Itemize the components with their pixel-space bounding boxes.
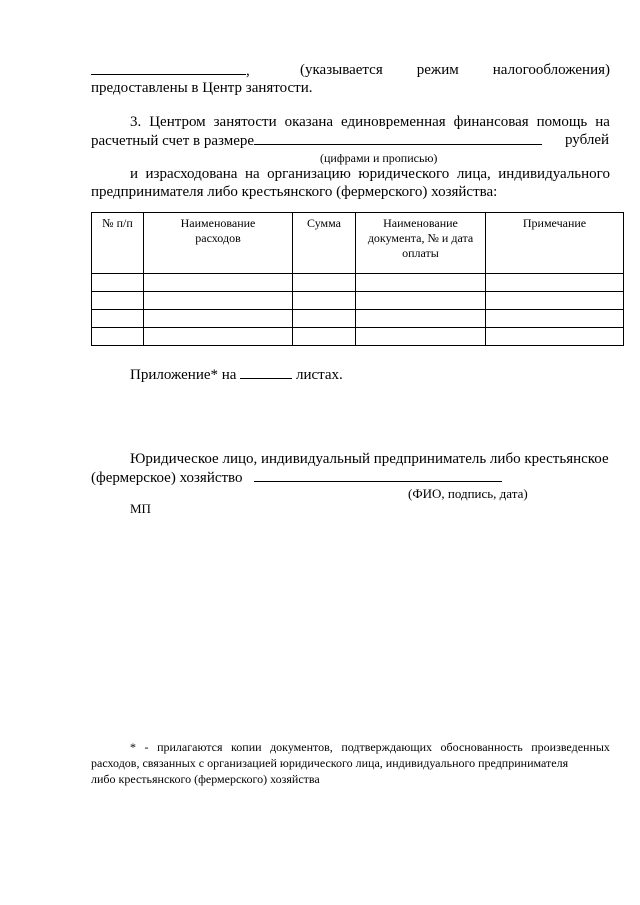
seal-label: МП <box>130 501 151 516</box>
table-row <box>92 274 624 292</box>
sheets-count-blank[interactable] <box>240 366 292 379</box>
amount-label: расчетный счет в размере <box>91 133 255 149</box>
table-header-row <box>92 213 624 274</box>
table-row <box>92 292 624 310</box>
col-document: Наименование документа, № и дата оплаты <box>356 213 486 274</box>
table-row <box>92 328 624 346</box>
paragraph-3-line3: и израсходована на организацию юридического лица, индивидуального <box>130 166 610 182</box>
submitted-text: предоставлены в Центр занятости. <box>91 80 313 96</box>
signatory-line2 <box>91 469 502 487</box>
tax-regime-comma: , <box>246 63 250 79</box>
attachment-line <box>130 366 343 384</box>
table-row <box>92 310 624 328</box>
tax-regime-blank[interactable] <box>91 62 246 75</box>
amount-hint: (цифрами и прописью) <box>320 151 438 165</box>
footnote-line2: расходов, связанных с организацией юридического лица, индивидуального предпринимателя <box>91 756 569 770</box>
tax-regime-line <box>91 62 250 80</box>
signatory-label-2: (фермерское) хозяйство <box>91 470 243 486</box>
currency-label: рублей <box>565 132 610 148</box>
signature-blank[interactable] <box>254 469 502 482</box>
amount-line <box>91 132 542 150</box>
signatory-label: Юридическое лицо, индивидуальный предприниматель либо крестьянское <box>130 451 609 467</box>
attachment-suffix: листах. <box>295 367 343 383</box>
paragraph-3-line1: 3. Центром занятости оказана единовременная финансовая помощь на <box>130 114 610 130</box>
signature-hint: (ФИО, подпись, дата) <box>408 486 528 501</box>
col-expense-name: Наименование расходов <box>144 213 293 274</box>
col-number: № п/п <box>92 213 144 274</box>
expenses-table <box>91 212 624 346</box>
amount-blank[interactable] <box>254 132 542 145</box>
col-note: Примечание <box>486 213 624 274</box>
paragraph-3-line4: предпринимателя либо крестьянского (фермерского) хозяйства: <box>91 184 498 200</box>
footnote-line3: либо крестьянского (фермерского) хозяйства <box>91 772 320 786</box>
attachment-label: Приложение* на <box>130 367 237 383</box>
col-amount: Сумма <box>293 213 356 274</box>
footnote-line1: * - прилагаются копии документов, подтверждающих обоснованность произведенных <box>130 740 610 754</box>
tax-regime-hint: (указывается режим налогообложения) <box>300 62 610 78</box>
